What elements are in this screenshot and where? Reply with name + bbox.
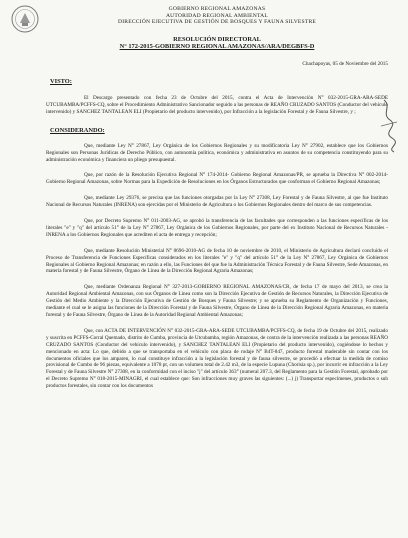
- considerando-paragraph: Que, por Decreto Supremo N° 011-2003-AG, se aprobó la transferencia de las facultades que corresponden a las funciones específicas de los literales "e" y "q" del artículo 51° de la Ley N° 27867, Ley Orgánica de los Gobiernos Regionales, por parte del ex Instituto Nacional de Recursos Naturales - INRENA a los Gobiernos Regionales que acrediten el acta de entrega y recepción;: [46, 218, 388, 238]
- considerando-paragraph: Que, mediante Ley 29376, se precisa que las funciones otorgadas por la Ley N° 27308, Ley Forestal y de Fauna Silvestre, al que fue Instituto Nacional de Recursos Naturales (INRENA) son ejercidas por el Ministerio de Agricultura o los Gobiernos Regionales dentro del marco de sus competencias.: [46, 195, 388, 209]
- resolution-title-block: [46, 36, 388, 51]
- considerando-paragraph: Que, mediante Ordenanza Regional N° 327-2013-GOBIERNO REGIONAL AMAZONAS/CR, de fecha 17 de mayo del 2013, se crea la Autoridad Regional Ambiental Amazonas, con sus Órganos de Línea como son la Dirección Ejecutiva de Gestión de Recursos Naturales, la Dirección Ejecutiva de Gestión del Medio Ambiente y la Dirección Ejecutiva de Gestión de Bosques y Fauna Silvestre; y se aprueba su Reglamento de Organización y Funciones, mediante el cual se le asigna las funciones de la Dirección Forestal y de Fauna Silvestre, Órgano de Línea de la Dirección Regional Agraria Amazonas, en materia forestal y de Fauna Silvestre, Órgano de Línea de la Autoridad Regional Ambiental Amazonas;: [46, 284, 388, 318]
- letterhead-line-government: GOBIERNO REGIONAL AMAZONAS: [168, 6, 266, 12]
- visto-heading: VISTO:: [50, 77, 72, 85]
- letterhead-line-directorate: DIRECCIÓN EJECUTIVA DE GESTIÓN DE BOSQUES Y FAUNA SILVESTRE: [117, 19, 317, 26]
- regional-seal-icon: [10, 4, 40, 34]
- visto-paragraph: El Descargo presentado con fecha 23 de Octubre del 2015, contra el Acta de Intervención N° 032-2015-GRA-ARA-SEDE UTCUBAMBA/PCFFS-CQ, sobre el Procedimiento Administrativo Sancionador seguido a las personas de REAÑO CRUZADO SANTOS (Conductor del vehículo intervenido) y SANCHEZ TANTALEAN ELI (Propietario del producto intervenido), por Infracción a la legislación Forestal y de Fauna Silvestre, y ;: [46, 94, 388, 115]
- considerando-paragraph: Que, mediante Ley N° 27867, Ley Orgánica de los Gobiernos Regionales y su modificatoria Ley N° 27902, establece que los Gobiernos Regionales son Personas Jurídicas de Derecho Público, con autonomía política, económica y administrativa en asuntos de su competencia constituyendo para su administración económica y financiera un pliego presupuestal.: [46, 142, 388, 163]
- considerando-paragraph: Que, mediante Resolución Ministerial N° 0696-2010-AG de fecha 10 de noviembre de 2010, el Ministerio de Agricultura declaró concluido el Proceso de Transferencia de Funciones Específicas considerados en los literales "e" y "q" del artículo 51° de la Ley N° 27867, Ley Orgánica de Gobiernos Regionales al Gobierno Regional Amazonas; en razón a ello, las Funciones del que fue la Administración Técnica Forestal y de Fauna Silvestre, Sede Amazonas, en materia forestal y de Fauna Silvestre, Órgano de Línea de la Dirección Regional Agraria Amazonas;: [46, 247, 388, 275]
- place-date-line: Chachapoyas, 05 de Noviembre del 2015: [302, 60, 388, 67]
- resolution-title: RESOLUCIÓN DIRECTORAL: [173, 35, 261, 43]
- letterhead-line-authority: AUTORIDAD REGIONAL AMBIENTAL: [165, 12, 269, 19]
- margin-signature-mark: [378, 96, 400, 156]
- considerando-heading: CONSIDERANDO:: [50, 126, 105, 134]
- resolution-number: N° 172-2015-GOBIERNO REGIONAL AMAZONAS/ARA/DEGBFS-D: [119, 43, 315, 51]
- considerando-paragraph: Que, por razón de la Resolución Ejecutiva Regional N° 174-2014- Gobierno Regional Amazonas/PR, se aprueba la Directiva N° 002-2014-Gobierno Regional Amazonas, sobre Normas para la Expedición de Resoluciones en los Órganos Estructurados que conforman el Gobierno Regional Amazonas;: [46, 172, 388, 186]
- considerando-paragraph: Que, con ACTA DE INTERVENCIÓN N° 032-2015-GRA-ARA-SEDE UTCUBAMBA/PCFFS-CQ, de fecha 19 de Octubre del 2015, realizado y suscrita en PCFFS-Corral Quemado, distrito de Cumba, provincia de Utcubamba, región Amazonas, de contra de la intervención realizada a las personas REAÑO CRUZADO SANTOS (Conductor del vehículo intervenido), y SANCHEZ TANTALEAN ELI (Propietario del producto intervenido), cogiéndose lo hechos y mencionado en acta: Lo que, debido a que se transportaba en el vehículo con placa de rodaje N° B4T-847, producto forestal maderable sin contar con los documentos oficiales que los amparen, lo cual constituye infracción a la legislación forestal y de fauna silvestre, se procedió a efectuar la medida de comiso provisional de Cumbo de 96 piezas, equivalente a 1078 pt, con un volumen total de 2.42 m3, de la especie Lupuna (Chorisia sp.), por incurrir en infracción a la Ley Forestal y de Fauna Silvestre N° 27308, en la conformidad con el inciso "j" del artículo 363° (numeral 207.3, del Reglamento para la Gestión Forestal, aprobado por el Decreto Supremo N° 018-2015-MINAGRI, el cual establece que: Son infracciones muy graves las siguientes: (...) j) Transportar especímenes, productos o sub productos forestales, sin contar con los documentos: [46, 327, 388, 390]
- letterhead: [46, 6, 388, 26]
